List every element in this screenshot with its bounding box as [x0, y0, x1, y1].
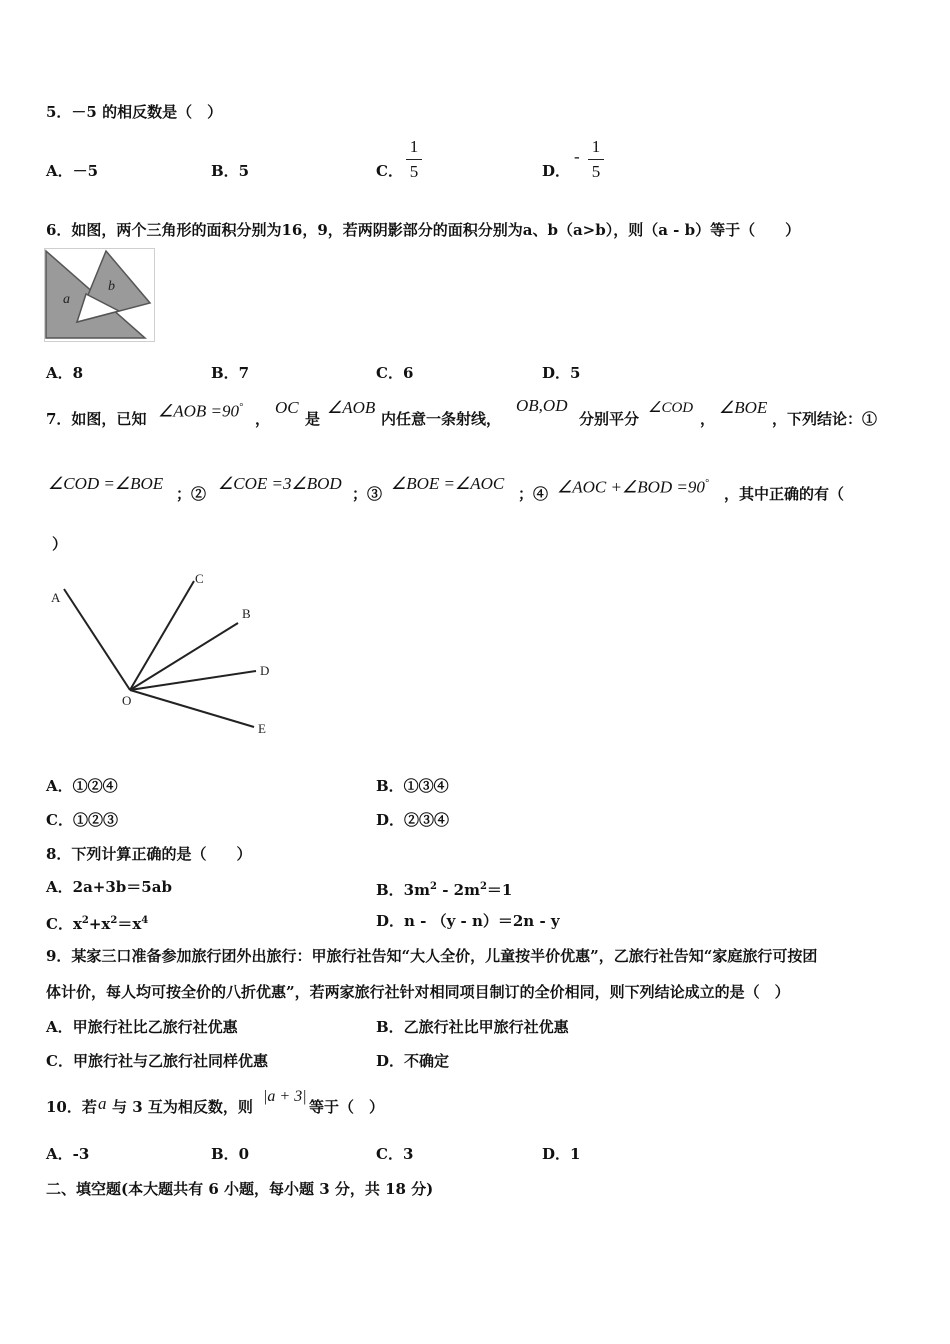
q7-text-5: 分别平分 — [579, 410, 640, 428]
q5-option-d-label: D． — [542, 162, 571, 180]
q9-option-a: A．甲旅行社比乙旅行社优惠 — [46, 1018, 238, 1036]
q7-sep-1: ；② — [176, 485, 207, 503]
q7-math-ob-od: OB,OD — [516, 396, 568, 415]
q5-option-c-fraction — [406, 138, 422, 181]
q5-option-b: B．5 — [211, 162, 250, 180]
q5-c-denominator: 5 — [409, 162, 419, 181]
q5-option-d-fraction — [588, 138, 604, 181]
q5-option-d-sign: - — [574, 147, 580, 166]
q7-option-c: C．①②③ — [46, 811, 118, 829]
q7-math-boe: ∠BOE — [719, 398, 768, 417]
q9-option-c: C．甲旅行社与乙旅行社同样优惠 — [46, 1052, 268, 1070]
q7-sep-4: ，其中正确的有（ — [724, 485, 845, 503]
ray-oa — [64, 589, 130, 690]
q9-option-d: D．不确定 — [376, 1052, 450, 1070]
q9-line-2: 体计价，每人均可按全价的八折优惠”，若两家旅行社针对相同项目制订的全价相同，则下列结论成立的是（ ） — [46, 983, 790, 1001]
q10-option-b: B．0 — [211, 1145, 250, 1163]
q7-option-a: A．①②④ — [46, 777, 118, 795]
fraction-bar — [406, 159, 422, 160]
q7-text-2: ， — [255, 410, 271, 428]
q10-option-d: D．1 — [542, 1145, 581, 1163]
label-E: E — [258, 721, 266, 736]
q7-text-7: ，下列结论：① — [772, 410, 878, 428]
q5-d-denominator: 5 — [591, 162, 601, 181]
q7-math-aob90-text: ∠AOB =90 — [158, 401, 240, 421]
q7-text-4: 内任意一条射线， — [381, 410, 502, 428]
label-A: A — [51, 590, 61, 605]
exponent: 2 — [430, 881, 437, 892]
q8-c-part2: +x — [88, 915, 111, 933]
label-D: D — [260, 663, 270, 678]
q6-option-a: A．8 — [46, 364, 84, 382]
q10-option-c: C．3 — [376, 1145, 414, 1163]
q9-line-1: 9．某家三口准备参加旅行团外出旅行：甲旅行社告知“大人全价，儿童按半价优惠”，乙旅行社告知“家庭旅行可按团 — [46, 947, 818, 965]
q6-option-b: B．7 — [211, 364, 250, 382]
q8-option-a: A．2a+3b＝5ab — [46, 878, 172, 896]
label-b: b — [108, 279, 115, 294]
q5-d-numerator: 1 — [591, 137, 601, 156]
q6-option-c: C．6 — [376, 364, 414, 382]
q10-text-3: 等于（ ） — [309, 1098, 385, 1116]
q5-option-a: A．－5 — [46, 162, 99, 180]
q5-stem: 5．－5 的相反数是（ ） — [46, 103, 223, 121]
q7-option-d: D．②③④ — [376, 811, 450, 829]
q7-text-3: 是 — [305, 410, 321, 428]
q8-b-part3: ＝1 — [486, 881, 513, 899]
q7-conclusion-1: ∠COD =∠BOE — [48, 474, 164, 493]
q7-conclusion-2: ∠COE =3∠BOD — [218, 474, 342, 493]
q10-math-abs: |a + 3| — [263, 1088, 307, 1105]
q6-triangles-figure — [44, 248, 156, 344]
q7-conclusion-3: ∠BOE =∠AOC — [391, 474, 505, 493]
q7-math-cod: ∠COD — [648, 400, 694, 416]
q7-conclusion-4: ∠AOC +∠BOD =90° — [557, 477, 709, 497]
q8-c-part1: C．x — [46, 915, 82, 933]
exponent: 2 — [110, 915, 118, 926]
q7-math-aob90: ∠AOB =90° — [158, 401, 244, 421]
label-B: B — [242, 606, 251, 621]
q8-b-part2: - 2m — [436, 881, 480, 899]
q10-text-1: 10．若 — [46, 1098, 97, 1116]
q7-rays-figure — [44, 565, 284, 745]
ray-ob — [130, 623, 238, 690]
q5-option-c-label: C． — [376, 162, 403, 180]
label-C: C — [195, 571, 204, 586]
q7-conclusion-4-text: ∠AOC +∠BOD =90 — [557, 477, 705, 497]
q7-sep-2: ；③ — [352, 485, 383, 503]
q6-stem: 6．如图，两个三角形的面积分别为16，9，若两阴影部分的面积分别为a、b（a>b），则（a - b）等于（ ） — [46, 221, 801, 239]
q8-c-part3: ＝x — [117, 915, 142, 933]
q8-option-b — [376, 877, 512, 900]
q8-stem: 8．下列计算正确的是（ ） — [46, 845, 252, 863]
q7-text-1: 7．如图，已知 — [46, 410, 147, 428]
q7-close-paren: ） — [52, 535, 68, 553]
label-O: O — [122, 693, 132, 708]
ray-oc — [130, 581, 194, 690]
q7-sep-3: ；④ — [518, 485, 549, 503]
q8-option-c — [46, 911, 148, 934]
exponent: 2 — [81, 915, 89, 926]
q7-math-aob: ∠AOB — [327, 398, 376, 417]
q10-option-a: A．-3 — [46, 1145, 90, 1163]
q8-b-part1: B．3m — [376, 881, 430, 899]
q6-option-d: D．5 — [542, 364, 581, 382]
q8-option-d: D．n - （y - n）＝2n - y — [376, 912, 560, 930]
q7-math-oc: OC — [275, 398, 299, 417]
label-a: a — [63, 292, 70, 307]
q5-c-numerator: 1 — [409, 137, 419, 156]
fraction-bar — [588, 159, 604, 160]
q7-option-b: B．①③④ — [376, 777, 449, 795]
ray-oe — [130, 690, 254, 727]
q7-text-6: ， — [700, 410, 716, 428]
q10-text-2: 与 3 互为相反数，则 — [112, 1098, 253, 1116]
section-2-heading: 二、填空题(本大题共有 6 小题，每小题 3 分，共 18 分) — [46, 1180, 434, 1198]
exponent: 4 — [141, 915, 149, 926]
exponent: 2 — [479, 881, 487, 892]
ray-od — [130, 671, 256, 690]
q10-math-a: a — [98, 1094, 107, 1113]
q9-option-b: B．乙旅行社比甲旅行社优惠 — [376, 1018, 569, 1036]
